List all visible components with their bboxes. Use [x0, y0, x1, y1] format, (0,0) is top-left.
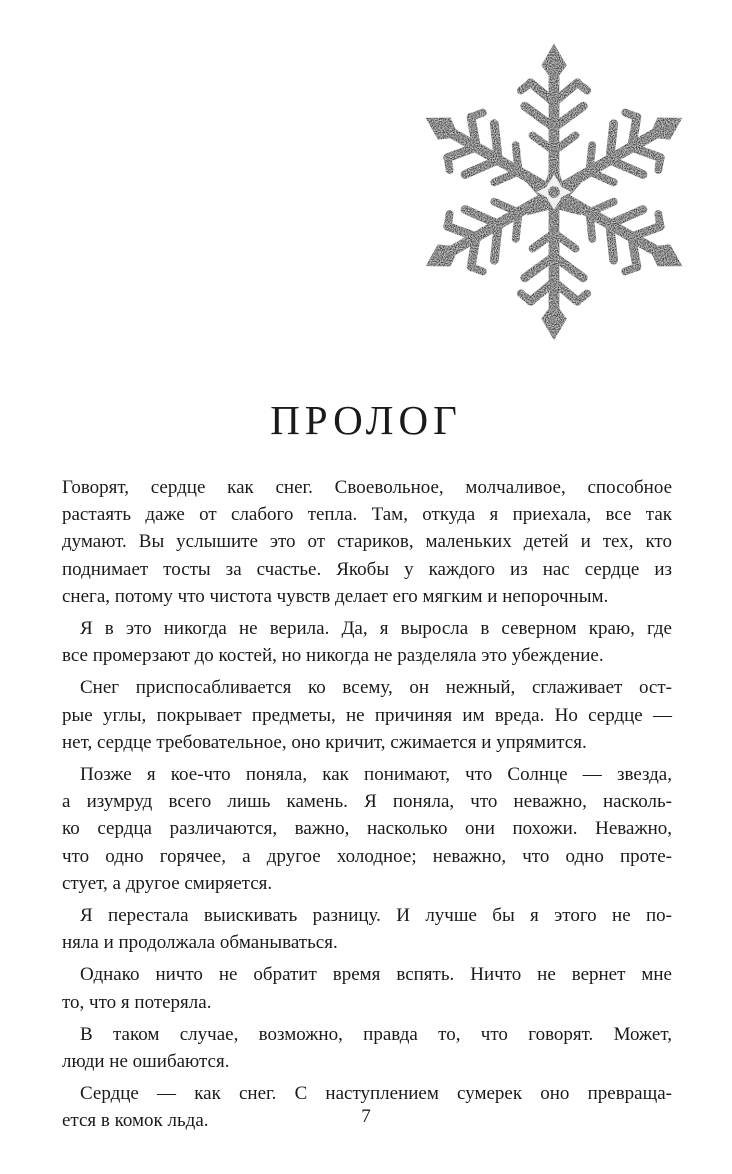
snowflake-icon	[398, 36, 710, 348]
paragraph	[62, 674, 672, 756]
paragraph	[62, 761, 672, 897]
text-line: все промерзают до костей, но никогда не разделяла это убеждение.	[62, 645, 604, 667]
text-line: думают. Вы услышите это от стариков, маленьких детей и тех, кто	[62, 531, 672, 553]
text-line: Я перестала выискивать разницу. И лучше бы я этого не по-	[80, 905, 672, 927]
paragraph	[62, 1021, 672, 1075]
text-line: Говорят, сердце как снег. Своевольное, молчаливое, способное	[62, 477, 672, 498]
chapter-title: ПРОЛОГ	[270, 397, 462, 443]
text-line: Сердце — как снег. С наступлением сумерек оно превраща-	[80, 1083, 672, 1105]
chapter-body	[62, 474, 672, 1140]
paragraph	[62, 615, 672, 669]
text-line: Я в это никогда не верила. Да, я выросла в северном краю, где	[80, 618, 672, 640]
text-line: люди не ошибаются.	[62, 1051, 230, 1073]
text-line: няла и продолжала обманываться.	[62, 932, 338, 954]
page-number: 7	[361, 1106, 371, 1127]
paragraph	[62, 474, 672, 610]
text-line: Позже я кое-что поняла, как понимают, что Солнце — звезда,	[80, 764, 672, 786]
text-line: Однако ничто не обратит время вспять. Ничто не вернет мне	[80, 964, 672, 986]
text-line: нет, сердце требовательное, оно кричит, сжимается и упрямится.	[62, 731, 587, 753]
text-line: ко сердца различаются, важно, насколько они похожи. Неважно,	[62, 818, 672, 840]
text-line: растаять даже от слабого тепла. Там, откуда я приехала, все так	[62, 504, 672, 526]
text-line: ется в комок льда.	[62, 1110, 209, 1132]
text-line: рые углы, покрывает предметы, не причиняя им вреда. Но сердце —	[62, 704, 672, 726]
paragraph	[62, 902, 672, 956]
text-line: В таком случае, возможно, правда то, что говорят. Может,	[80, 1023, 672, 1045]
text-line: стует, а другое смиряется.	[62, 872, 273, 894]
text-line: а изумруд всего лишь камень. Я поняла, что неважно, насколь-	[62, 791, 672, 813]
text-line: снега, потому что чистота чувств делает его мягким и непорочным.	[62, 585, 609, 607]
text-line: что одно горячее, а другое холодное; неважно, что одно проте-	[62, 845, 672, 867]
text-line: поднимает тосты за счастье. Якобы у каждого из нас сердце из	[62, 558, 672, 580]
text-line: Снег приспосабливается ко всему, он нежный, сглаживает ост-	[80, 677, 672, 699]
text-line: то, что я потеряла.	[62, 991, 212, 1013]
paragraph	[62, 961, 672, 1015]
